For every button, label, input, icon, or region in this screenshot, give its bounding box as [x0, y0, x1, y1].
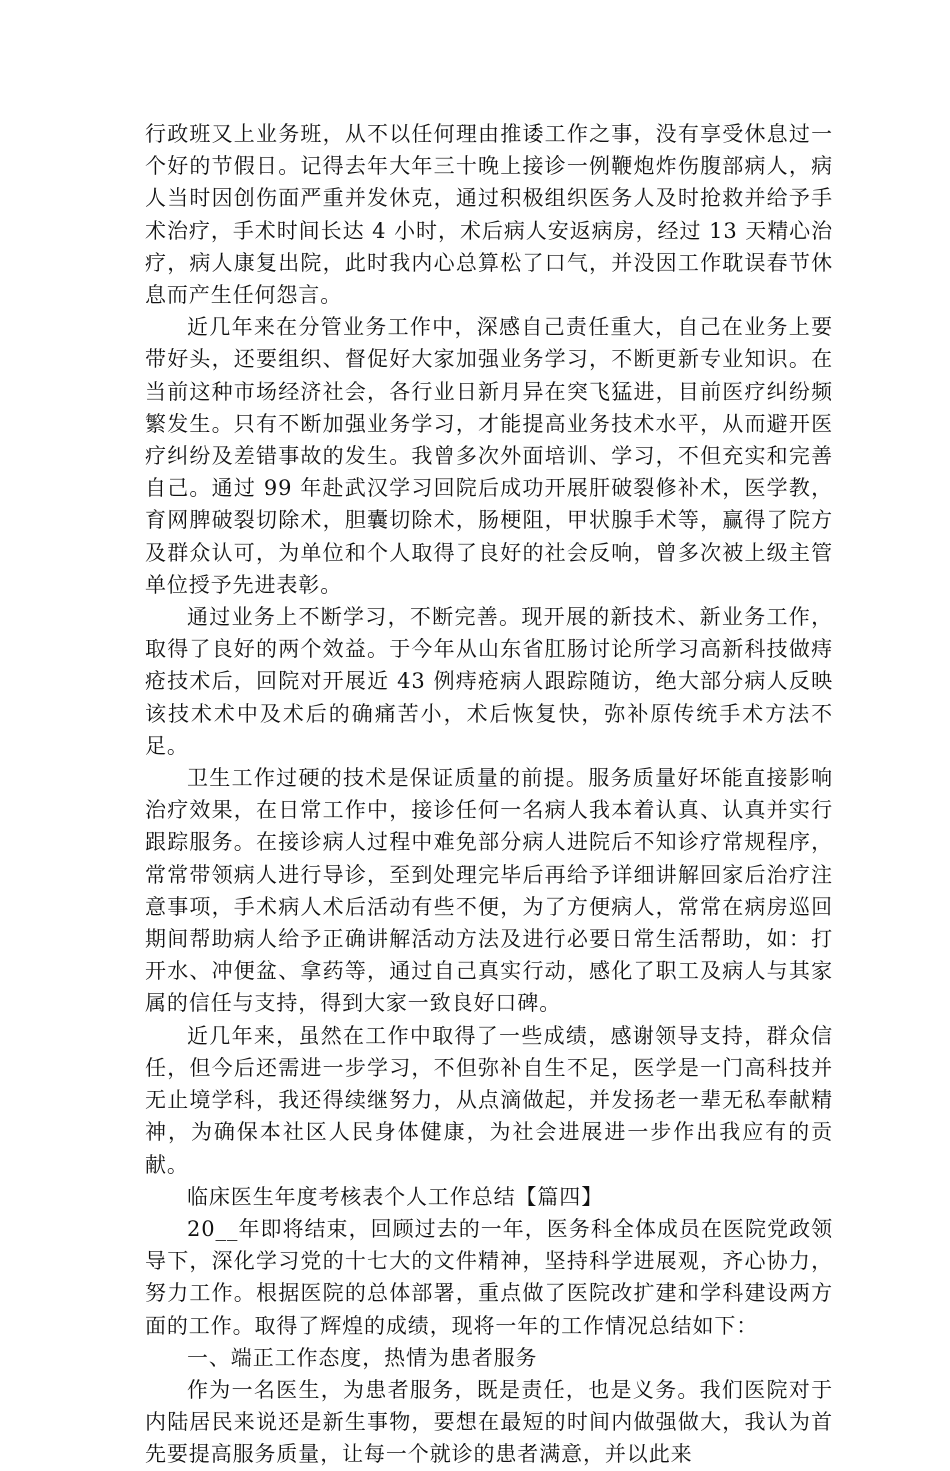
paragraph-5: 近几年来，虽然在工作中取得了一些成绩，感谢领导支持，群众信任，但今后还需进一步学习，不但弥补自生不足，医学是一门高科技并无止境学科，我还得续继努力，从点滴做起，并发扬老一辈无私奉献精神，为确保本社区人民身体健康，为社会进展进一步作出我应有的贡献。	[145, 1023, 833, 1177]
paragraph-3: 通过业务上不断学习，不断完善。现开展的新技术、新业务工作，取得了良好的两个效益。于今年从山东省肛肠讨论所学习高新科技做痔疮技术后，回院对开展近 43 例痔疮病人跟踪随访，绝大部分病人反映该技术术中及术后的确痛苦小，术后恢复快，弥补原传统手术方法不足。	[145, 605, 833, 758]
document-page	[145, 118, 833, 1471]
subheading: 一、端正工作态度，热情为患者服务	[187, 1345, 538, 1370]
paragraph-4: 卫生工作过硬的技术是保证质量的前提。服务质量好坏能直接影响治疗效果，在日常工作中，接诊任何一名病人我本着认真、认真并实行跟踪服务。在接诊病人过程中难免部分病人进院后不知诊疗常规程序，常常带领病人进行导诊，至到处理完毕后再给予详细讲解回家后治疗注意事项，手术病人术后活动有些不便，为了方便病人，常常在病房巡回期间帮助病人给予正确讲解活动方法及进行必要日常生活帮助，如：打开水、冲便盆、拿药等，通过自己真实行动，感化了职工及病人与其家属的信任与支持，得到大家一致良好口碑。	[145, 766, 833, 1016]
paragraph-6: 20__年即将结束，回顾过去的一年，医务科全体成员在医院党政领导下，深化学习党的十七大的文件精神，坚持科学进展观，齐心协力，努力工作。根据医院的总体部署，重点做了医院改扩建和学科建设两方面的工作。取得了辉煌的成绩，现将一年的工作情况总结如下：	[145, 1216, 833, 1338]
section-title: 临床医生年度考核表个人工作总结【篇四】	[187, 1184, 604, 1209]
paragraph-2: 近几年来在分管业务工作中，深感自己责任重大，自己在业务上要带好头，还要组织、督促好大家加强业务学习，不断更新专业知识。在当前这种市场经济社会，各行业日新月异在突飞猛进，目前医疗纠纷频繁发生。只有不断加强业务学习，才能提高业务技术水平，从而避开医疗纠纷及差错事故的发生。我曾多次外面培训、学习，不但充实和完善自己。通过 99 年赴武汉学习回院后成功开展肝破裂修补术，医学教，育网脾破裂切除术，胆囊切除术，肠梗阻，甲状腺手术等，赢得了院方及群众认可，为单位和个人取得了良好的社会反响，曾多次被上级主管单位授予先进表彰。	[145, 315, 833, 597]
paragraph-1: 行政班又上业务班，从不以任何理由推诿工作之事，没有享受休息过一个好的节假日。记得去年大年三十晚上接诊一例鞭炮炸伤腹部病人，病人当时因创伤面严重并发休克，通过积极组织医务人及时抢救并给予手术治疗，手术时间长达 4 小时，术后病人安返病房，经过 13 天精心治疗，病人康复出院，此时我内心总算松了口气，并没因工作耽误春节休息而产生任何怨言。	[145, 122, 833, 308]
paragraph-7: 作为一名医生，为患者服务，既是责任，也是义务。我们医院对于内陆居民来说还是新生事物，要想在最短的时间内做强做大，我认为首先要提高服务质量，让每一个就诊的患者满意，并以此来	[145, 1377, 833, 1467]
